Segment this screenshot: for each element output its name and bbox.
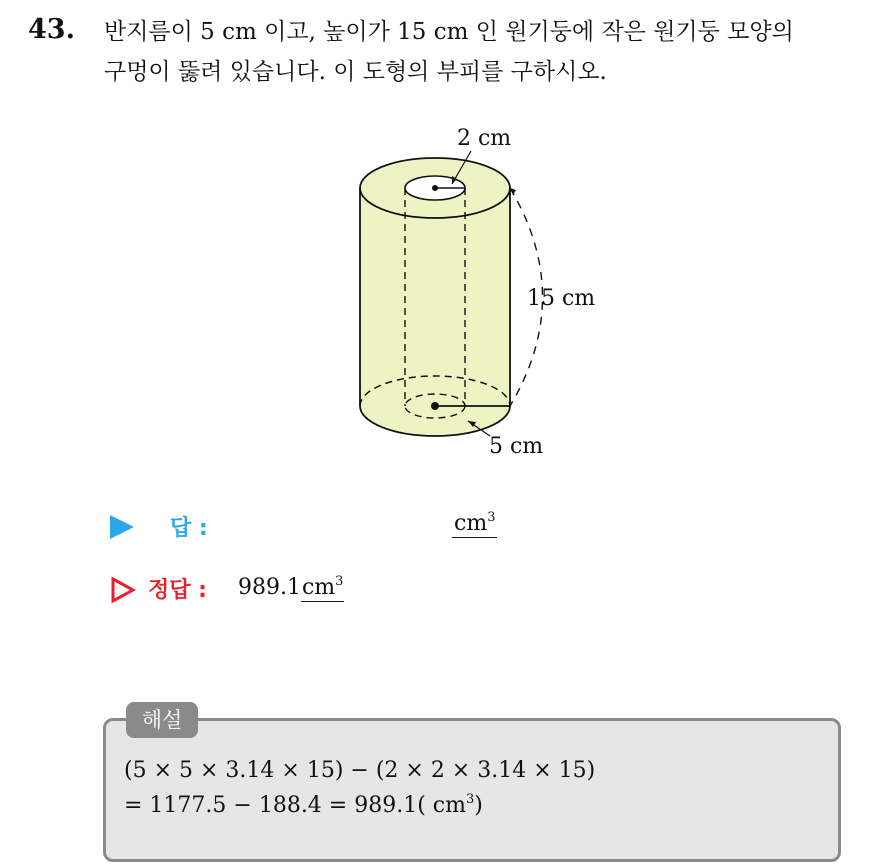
answer-arrow-icon xyxy=(110,515,134,539)
explanation-box xyxy=(103,718,841,862)
explanation-line-2: = 1177.5 − 188.4 = 989.1( $cm^3$) xyxy=(124,792,483,818)
height-label: 15 cm xyxy=(527,286,596,311)
answer-label: 답 : xyxy=(170,516,208,541)
answer-unit[interactable] xyxy=(452,511,497,538)
question-text xyxy=(104,12,874,92)
answer-unit-base: cm xyxy=(454,511,488,536)
correct-label: 정답 : xyxy=(148,578,207,603)
answer-row xyxy=(110,511,530,545)
explanation-line-1: (5 × 5 × 3.14 × 15) − (2 × 2 × 3.14 × 15) xyxy=(124,758,596,783)
cylinder-figure xyxy=(340,118,630,468)
explanation-tab: 해설 xyxy=(126,702,198,738)
correct-answer-row xyxy=(110,573,530,607)
question-line-1: 반지름이 5 cm 이고, 높이가 15 cm 인 원기둥에 작은 원기둥 모양의 xyxy=(104,19,794,45)
correct-arrow-icon xyxy=(110,576,136,604)
inner-radius-label: 2 cm xyxy=(457,126,512,151)
outer-radius-label: 5 cm xyxy=(489,434,544,459)
question-line-2: 구멍이 뚫려 있습니다. 이 도형의 부피를 구하시오. xyxy=(104,59,607,85)
correct-value: 989.1 xyxy=(238,575,301,600)
cylinder-body xyxy=(360,188,510,436)
question-number: 43. xyxy=(28,14,75,45)
correct-unit: $cm^3$ xyxy=(301,574,344,600)
answer-unit-exponent: 3 xyxy=(487,510,496,525)
correct-value-line xyxy=(238,575,344,600)
